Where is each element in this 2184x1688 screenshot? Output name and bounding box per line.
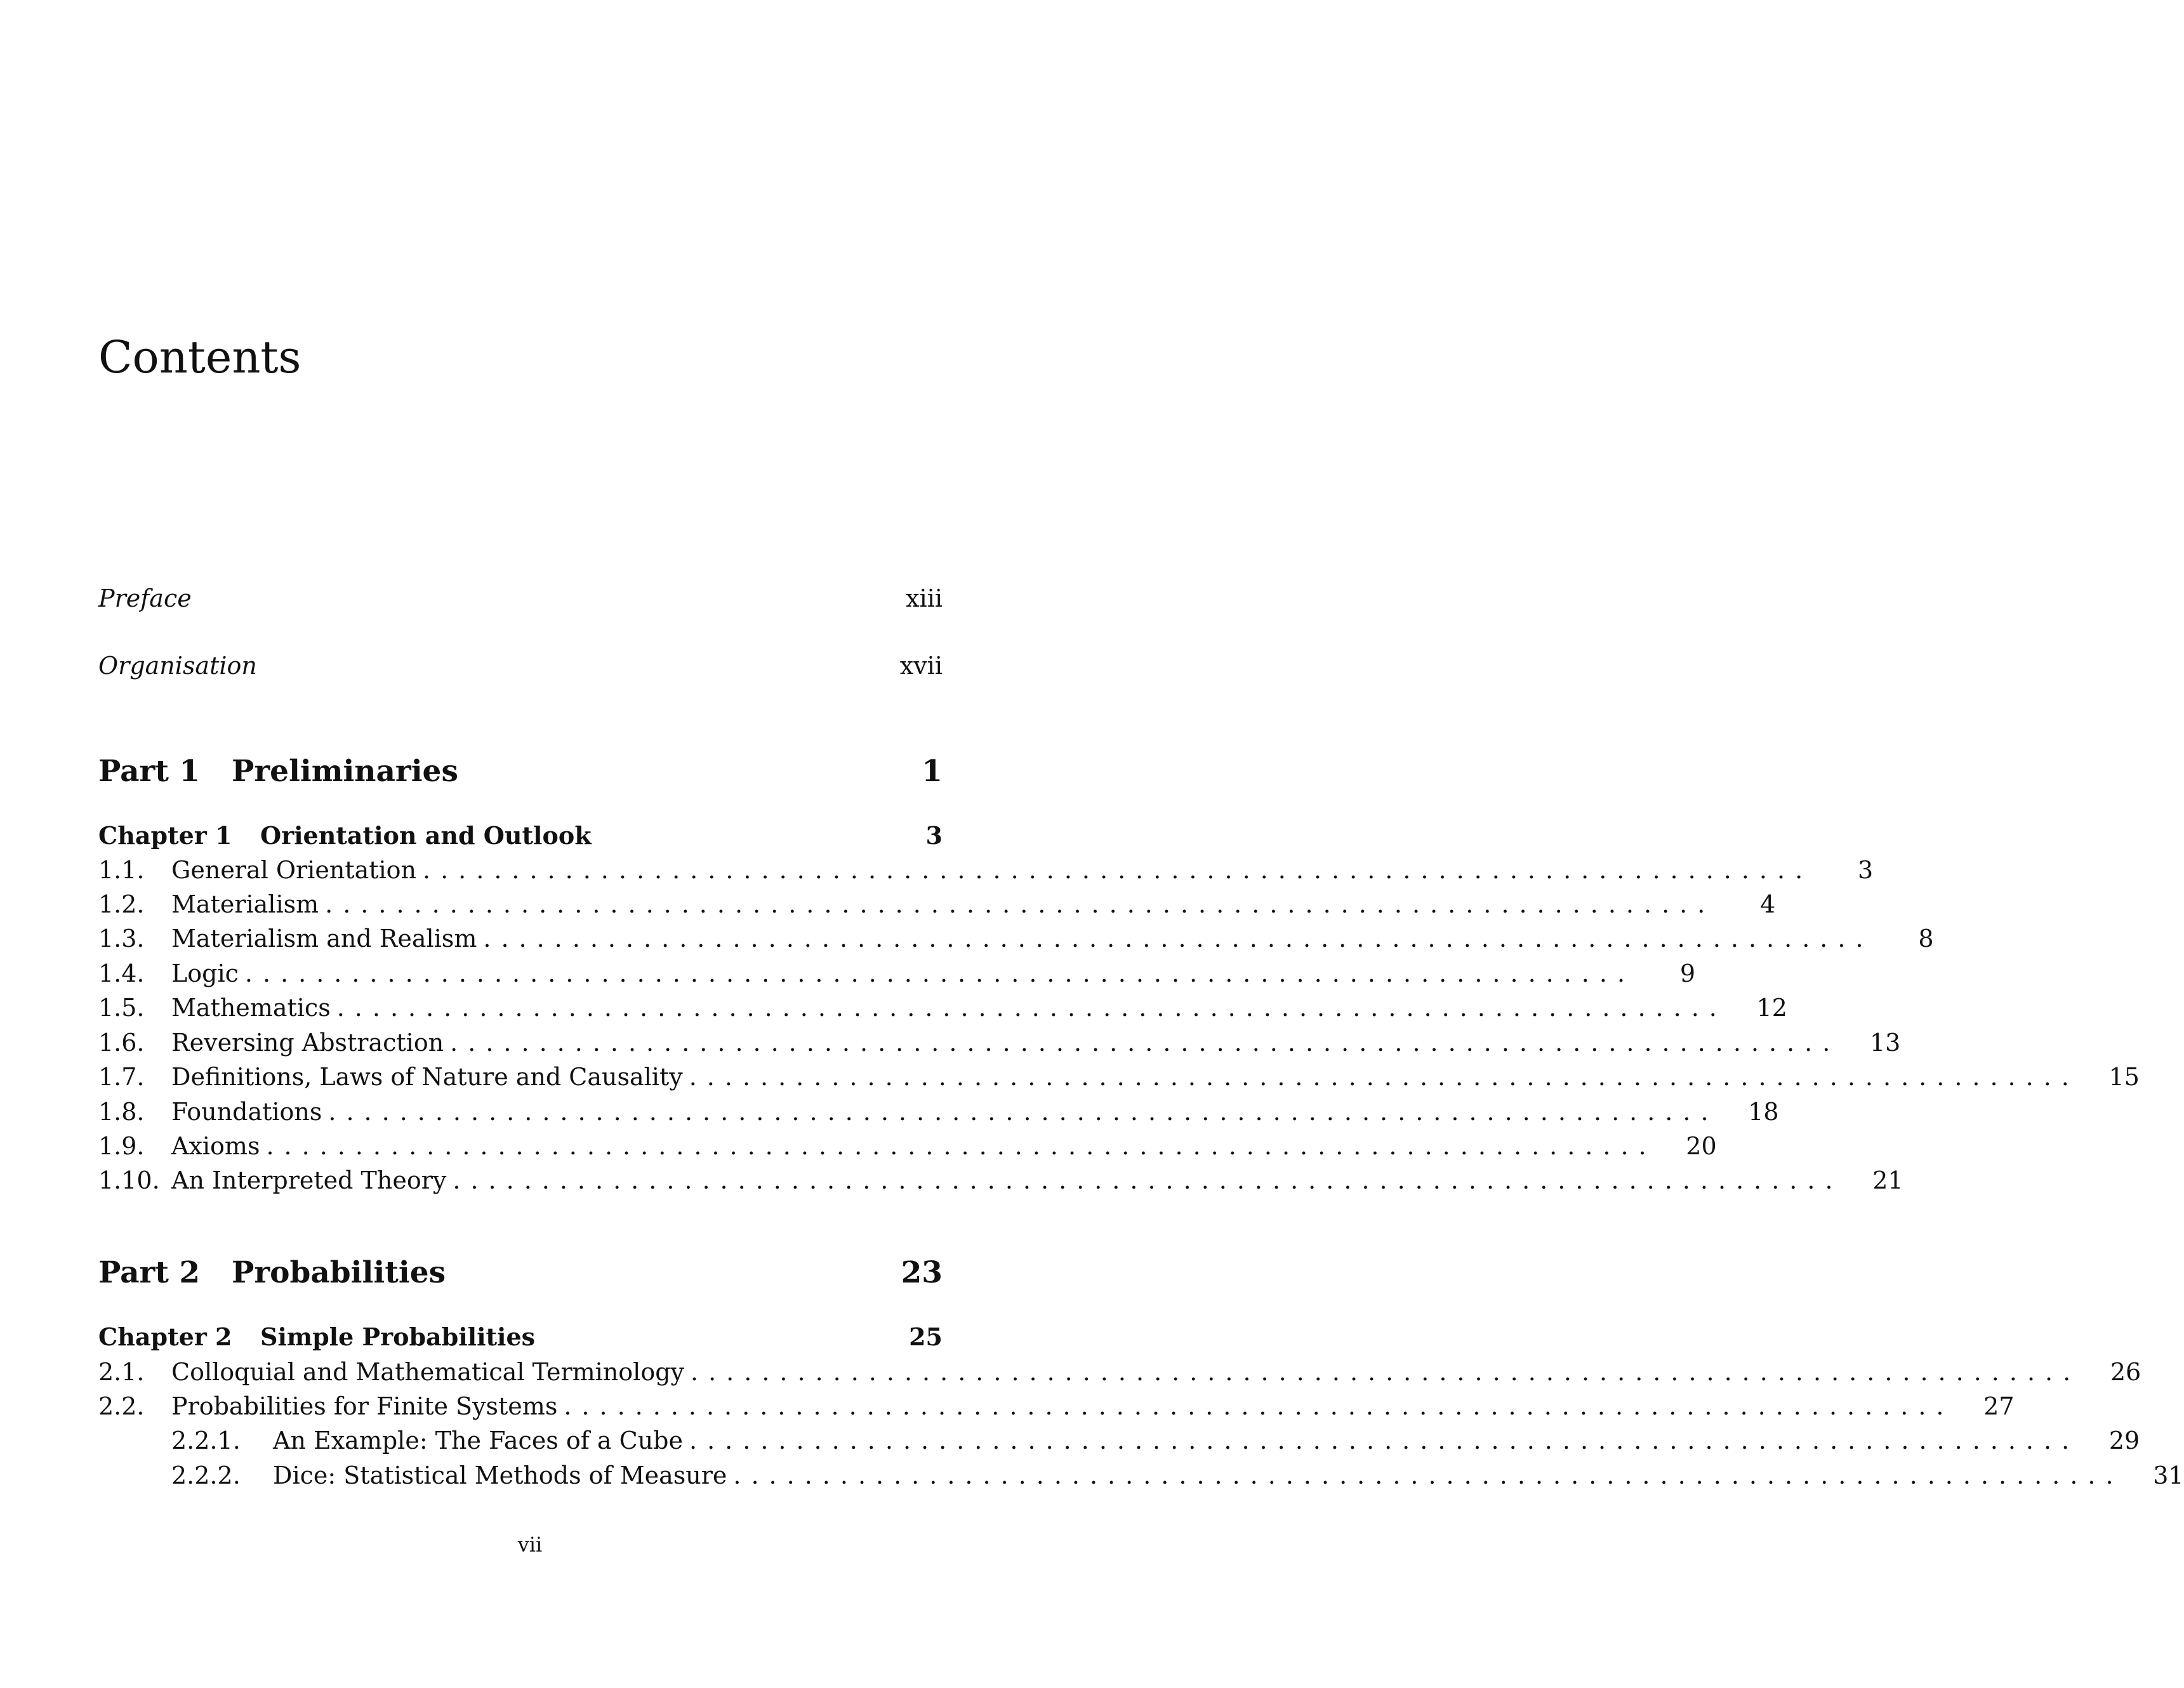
section-number: 1.6. <box>98 1029 145 1057</box>
section-page: 26 <box>2110 1358 2141 1386</box>
section-title: Axioms <box>171 1132 260 1160</box>
entry-title: Organisation <box>98 652 257 680</box>
section-number: 1.4. <box>98 959 145 987</box>
section-title: Mathematics <box>171 994 331 1022</box>
chapter-page: 3 <box>925 821 943 850</box>
section-page: 9 <box>1679 959 1696 987</box>
entry-page: xvii <box>899 652 943 680</box>
toc-subsection <box>98 1427 2140 1454</box>
toc-entry-preface <box>98 586 943 610</box>
subsection-number: 2.2.1. <box>171 1427 241 1454</box>
page-number: vii <box>517 1533 543 1557</box>
part-page: 23 <box>901 1255 943 1290</box>
section-number: 2.2. <box>98 1392 145 1420</box>
section-title: Materialism and Realism <box>171 925 477 953</box>
dot-leader: .............................................................................. <box>450 1029 1841 1057</box>
part-title: Probabilities <box>232 1255 446 1290</box>
section-page: 27 <box>1983 1392 2015 1420</box>
section-page: 8 <box>1918 925 1934 953</box>
toc-section <box>98 890 1776 918</box>
section-page: 13 <box>1869 1029 1901 1057</box>
dot-leader: .............................................................................. <box>691 1358 2081 1386</box>
section-number: 1.5. <box>98 994 145 1022</box>
section-title: Logic <box>171 959 239 987</box>
section-page: 12 <box>1756 994 1787 1022</box>
entry-title: Preface <box>98 584 192 612</box>
part-page: 1 <box>922 754 943 789</box>
toc-entry-organisation <box>98 654 943 678</box>
section-number: 1.1. <box>98 856 145 884</box>
toc-section <box>98 1029 1901 1057</box>
toc-section <box>98 925 1934 953</box>
chapter-heading <box>98 1322 943 1351</box>
chapter-heading <box>98 821 943 850</box>
section-number: 1.8. <box>98 1098 145 1126</box>
section-page: 15 <box>2108 1063 2140 1091</box>
dot-leader: .............................................................................. <box>328 1098 1719 1126</box>
chapter-title: Simple Probabilities <box>260 1322 536 1351</box>
section-number: 1.9. <box>98 1132 145 1160</box>
toc-section <box>98 1166 1903 1194</box>
section-page: 3 <box>1857 856 1874 884</box>
dot-leader: .............................................................................. <box>689 1427 2080 1454</box>
toc-section <box>98 1063 2140 1091</box>
dot-leader: .............................................................................. <box>483 925 1874 953</box>
section-title: Reversing Abstraction <box>171 1029 444 1057</box>
part-number: Part 2 <box>98 1255 201 1290</box>
dot-leader: .............................................................................. <box>689 1063 2079 1091</box>
toc-section <box>98 959 1696 987</box>
section-title: Materialism <box>171 890 319 918</box>
part-number: Part 1 <box>98 754 201 789</box>
dot-leader: .............................................................................. <box>244 959 1636 987</box>
section-number: 1.7. <box>98 1063 145 1091</box>
section-number: 2.1. <box>98 1358 145 1386</box>
section-number: 1.3. <box>98 925 145 953</box>
subsection-title: Dice: Statistical Methods of Measure <box>273 1461 727 1489</box>
chapter-page: 25 <box>909 1322 943 1351</box>
section-page: 18 <box>1748 1098 1779 1126</box>
dot-leader: .............................................................................. <box>325 890 1716 918</box>
toc-section <box>98 1358 2141 1386</box>
chapter-number: Chapter 1 <box>98 821 232 850</box>
section-page: 20 <box>1686 1132 1717 1160</box>
section-title: Foundations <box>171 1098 322 1126</box>
toc-section <box>98 1132 1717 1160</box>
dot-leader: .............................................................................. <box>733 1461 2124 1489</box>
section-title: Colloquial and Mathematical Terminology <box>171 1358 685 1386</box>
part-heading <box>98 1255 943 1290</box>
section-page: 21 <box>1872 1166 1903 1194</box>
entry-page: xiii <box>906 584 943 612</box>
section-number: 1.10. <box>98 1166 160 1194</box>
dot-leader: .............................................................................. <box>564 1392 1954 1420</box>
part-heading <box>98 754 943 789</box>
toc-subsection <box>98 1461 2184 1489</box>
dot-leader: .............................................................................. <box>423 856 1813 884</box>
dot-leader: .............................................................................. <box>266 1132 1657 1160</box>
part-title: Preliminaries <box>232 754 458 789</box>
page-title: Contents <box>98 331 301 383</box>
section-title: General Orientation <box>171 856 416 884</box>
dot-leader: .............................................................................. <box>453 1166 1843 1194</box>
toc-section <box>98 994 1787 1022</box>
section-title: An Interpreted Theory <box>171 1166 447 1194</box>
subsection-number: 2.2.2. <box>171 1461 241 1489</box>
section-title: Probabilities for Finite Systems <box>171 1392 558 1420</box>
toc-section <box>98 1392 2015 1420</box>
section-title: Definitions, Laws of Nature and Causality <box>171 1063 683 1091</box>
toc-section <box>98 1098 1779 1126</box>
subsection-page: 31 <box>2153 1461 2184 1489</box>
section-page: 4 <box>1760 890 1776 918</box>
chapter-title: Orientation and Outlook <box>260 821 592 850</box>
toc-section <box>98 856 1874 884</box>
chapter-number: Chapter 2 <box>98 1322 232 1351</box>
section-number: 1.2. <box>98 890 145 918</box>
subsection-title: An Example: The Faces of a Cube <box>273 1427 683 1454</box>
subsection-page: 29 <box>2108 1427 2140 1454</box>
dot-leader: .............................................................................. <box>336 994 1727 1022</box>
